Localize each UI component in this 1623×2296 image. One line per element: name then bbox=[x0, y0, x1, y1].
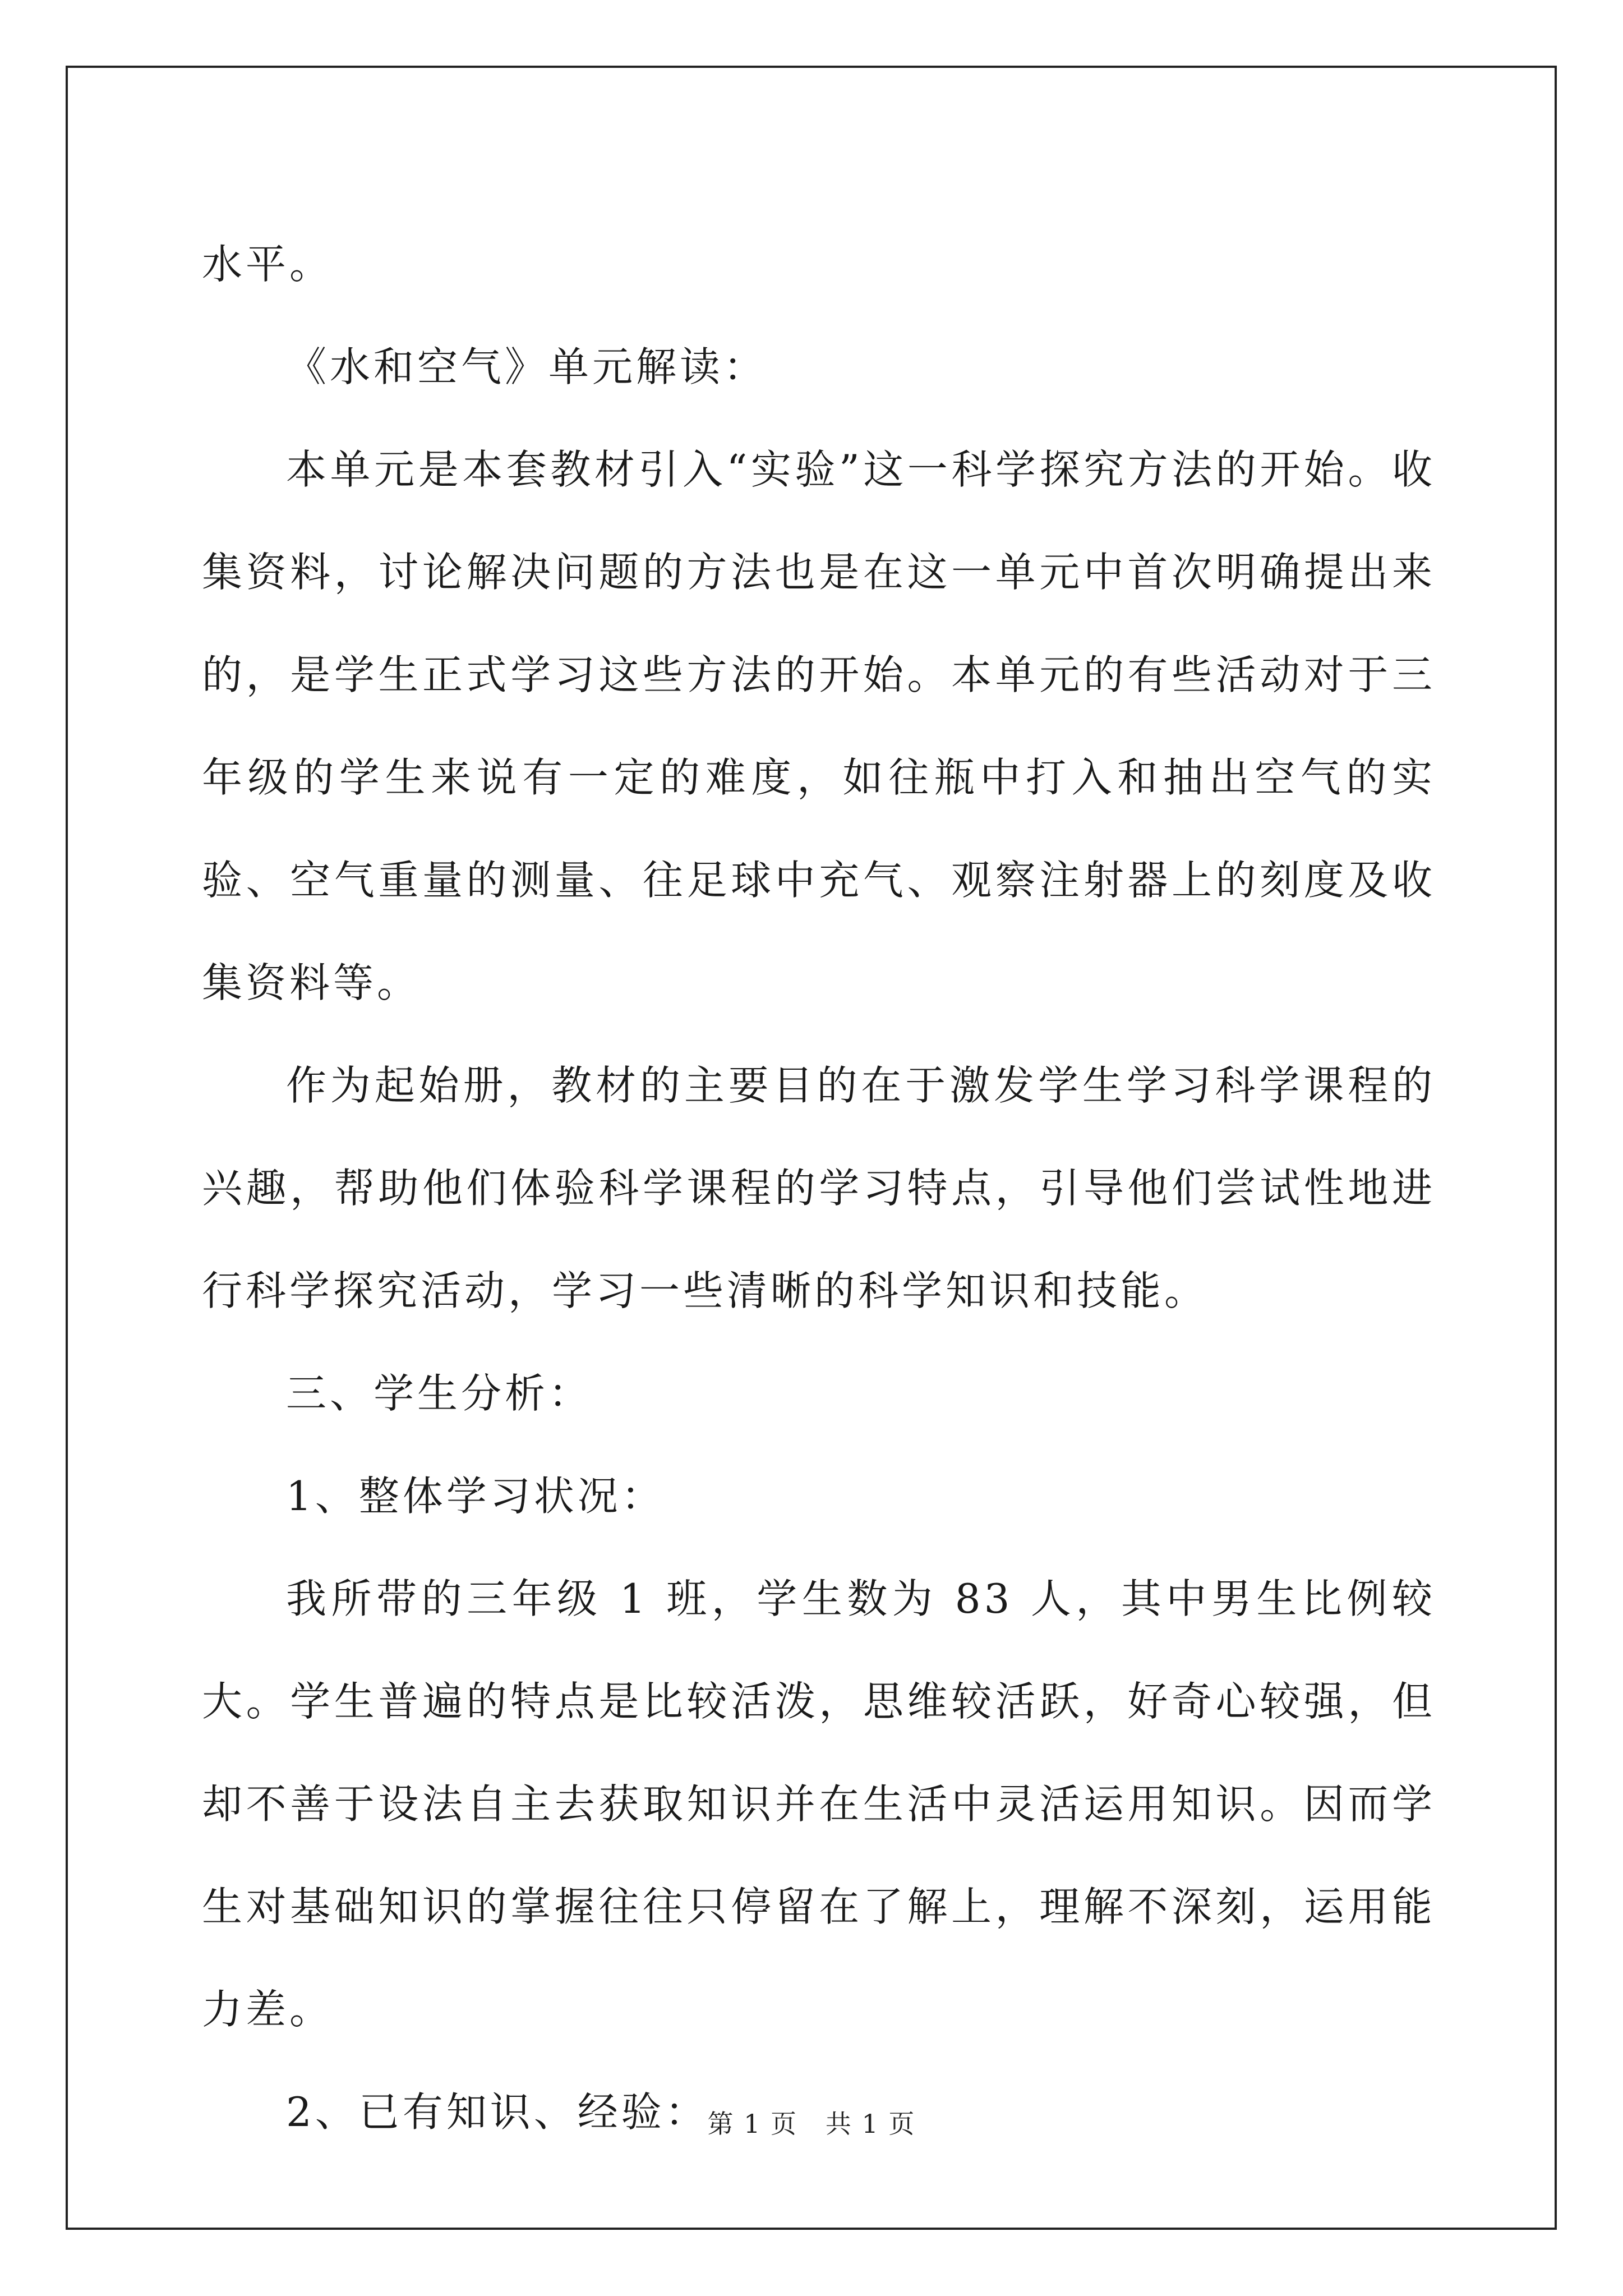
section-heading-student-analysis: 三、学生分析： bbox=[286, 1370, 593, 1417]
paragraph: 水平。 bbox=[202, 241, 334, 288]
paragraph: 我所带的三年级 1 班，学生数为 83 人，其中男生比例较大。学生普遍的特点是比较活泼，思维较活跃，好奇心较强，但却不善于设法自主去获取知识并在生活中灵活运用知识。因而学生对基础知识的掌握往往只停留在了解上，理解不深刻，运用能力差。 bbox=[202, 1575, 1436, 2033]
paragraph: 作为起始册，教材的主要目的在于激发学生学习科学课程的兴趣，帮助他们体验科学课程的学习特点，引导他们尝试性地进行科学探究活动，学习一些清晰的科学知识和技能。 bbox=[202, 1062, 1436, 1314]
page-number: 第 1 页 共 1 页 bbox=[707, 2109, 916, 2139]
document-body bbox=[202, 213, 1436, 2164]
subsection-heading-overall-learning: 1、整体学习状况： bbox=[286, 1473, 665, 1520]
page-footer bbox=[0, 2104, 1623, 2141]
paragraph: 本单元是本套教材引入“实验”这一科学探究方法的开始。收集资料，讨论解决问题的方法也是在这一单元中首次明确提出来的，是学生正式学习这些方法的开始。本单元的有些活动对于三年级的学生来说有一定的难度，如往瓶中打入和抽出空气的实验、空气重量的测量、往足球中充气、观察注射器上的刻度及收集资料等。 bbox=[202, 446, 1436, 1006]
section-heading-unit-reading: 《水和空气》单元解读： bbox=[286, 343, 768, 390]
subsection-heading-existing-knowledge: 2、已有知识、经验： bbox=[286, 2088, 709, 2136]
